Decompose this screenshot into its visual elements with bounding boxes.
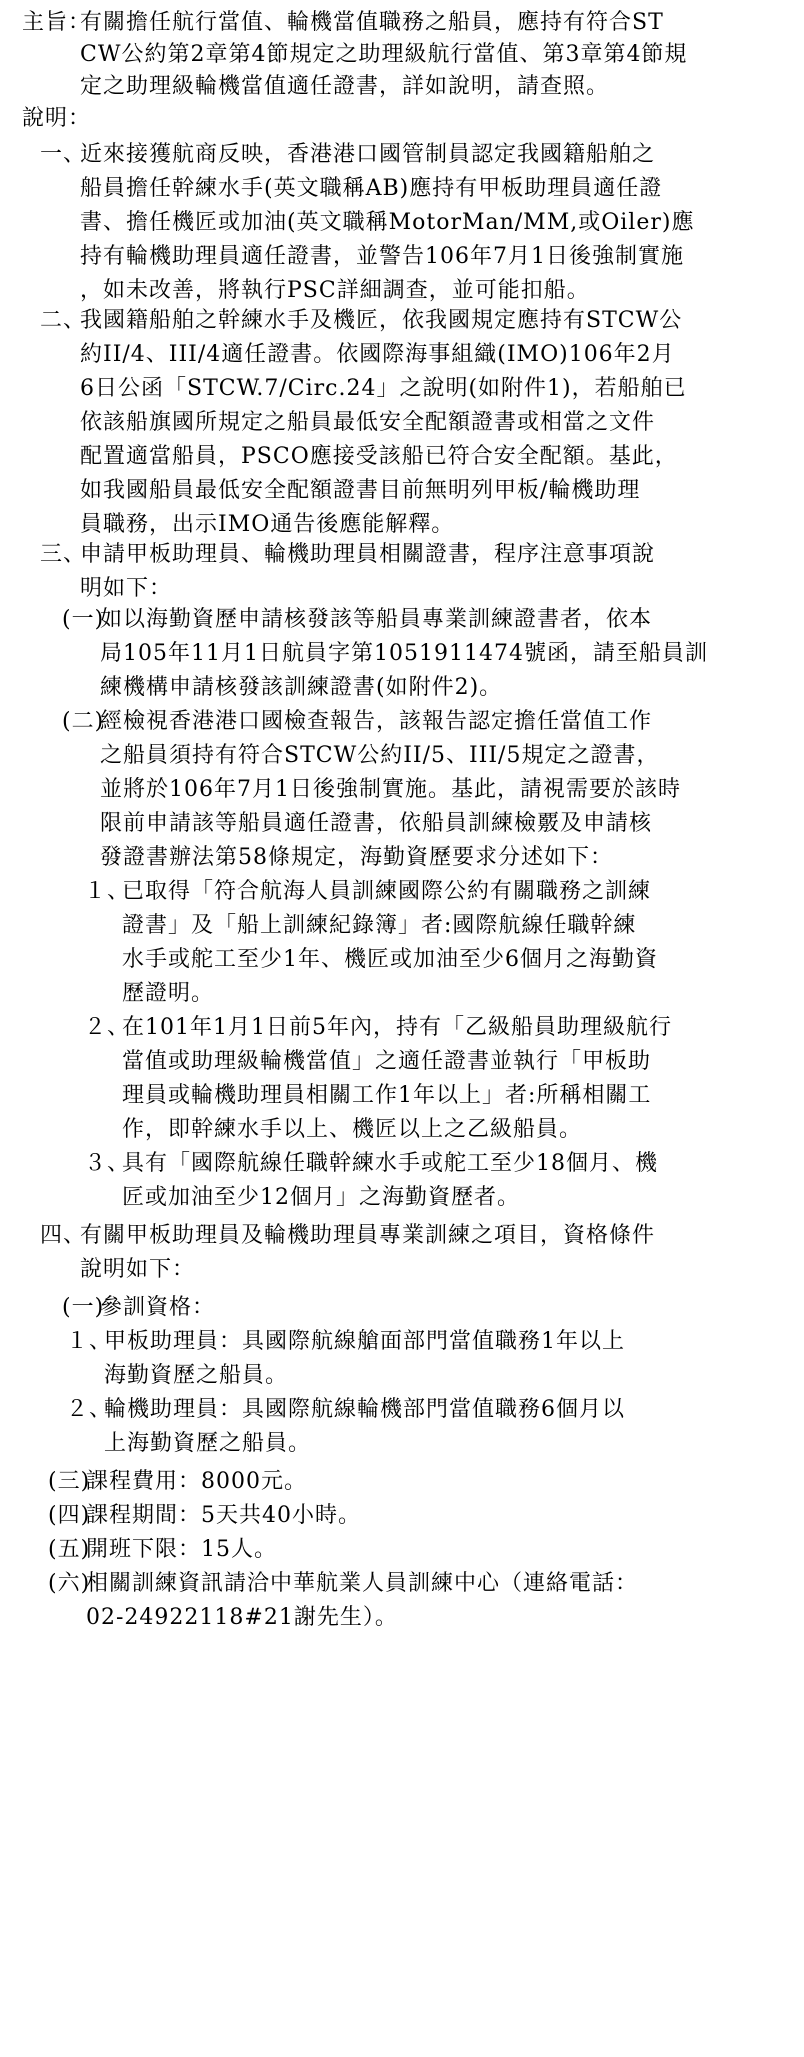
section-4-marker: 四、: [40, 1223, 87, 1248]
item-4-1-marker: (一): [62, 1295, 105, 1320]
subitem-3-2-1-marker: １、: [84, 879, 131, 904]
subitem-3-2-1-line: 證書」及「船上訓練紀錄簿」者:國際航線任職幹練: [122, 913, 637, 938]
subitem-4-1-1-line: 海勤資歷之船員。: [104, 1363, 289, 1388]
subitem-4-1-2-line: 輪機助理員：具國際航線輪機部門當值職務6個月以: [104, 1397, 625, 1422]
subitem-4-1-2-line: 上海勤資歷之船員。: [104, 1431, 312, 1456]
section-4-line: 說明如下：: [80, 1257, 196, 1282]
subject-line: CW公約第2章第4節規定之助理級航行當值、第3章第4節規: [80, 42, 688, 67]
item-3-1-line: 練機構申請核發該訓練證書(如附件2)。: [100, 675, 503, 700]
subitem-3-2-1-line: 歷證明。: [122, 981, 215, 1006]
item-4-3-line: 課程費用：8000元。: [86, 1469, 307, 1494]
item-3-2-marker: (二): [62, 709, 105, 734]
subitem-4-1-2-marker: ２、: [66, 1397, 113, 1422]
section-2-line: 我國籍船舶之幹練水手及機匠，依我國規定應持有STCW公: [80, 308, 683, 333]
subitem-3-2-2-marker: ２、: [84, 1015, 131, 1040]
section-2-marker: 二、: [40, 308, 87, 333]
section-1-line: 近來接獲航商反映，香港港口國管制員認定我國籍船舶之: [80, 142, 656, 167]
item-4-6-line: 相關訓練資訊請洽中華航業人員訓練中心（連絡電話：: [86, 1571, 639, 1596]
item-3-2-line: 經檢視香港港口國檢查報告，該報告認定擔任當值工作: [100, 709, 653, 734]
section-1-line: 書、擔任機匠或加油(英文職稱MotorMan/MM,或Oiler)應: [80, 210, 695, 235]
item-3-2-line: 之船員須持有符合STCW公約II/5、III/5規定之證書，: [100, 743, 660, 768]
item-4-5-marker: (五): [48, 1537, 91, 1562]
item-3-1-marker: (一): [62, 607, 105, 632]
item-3-1-line: 局105年11月1日航員字第1051911474號函，請至船員訓: [100, 641, 708, 666]
subject-line: 定之助理級輪機當值適任證書，詳如說明，請查照。: [80, 74, 610, 99]
section-4-line: 有關甲板助理員及輪機助理員專業訓練之項目，資格條件: [80, 1223, 656, 1248]
item-4-6-marker: (六): [48, 1571, 91, 1596]
section-1-line: ，如未改善，將執行PSC詳細調查，並可能扣船。: [80, 278, 590, 303]
subitem-3-2-2-line: 理員或輪機助理員相關工作1年以上」者:所稱相關工: [122, 1083, 652, 1108]
explanation-label: 說明：: [22, 106, 92, 131]
subject-line: 有關擔任航行當值、輪機當值職務之船員，應持有符合ST: [80, 10, 664, 35]
section-2-line: 員職務，出示IMO通告後應能解釋。: [80, 512, 455, 537]
section-3-marker: 三、: [40, 542, 87, 567]
section-1-line: 船員擔任幹練水手(英文職稱AB)應持有甲板助理員適任證: [80, 176, 663, 201]
section-3-line: 申請甲板助理員、輪機助理員相關證書，程序注意事項說: [80, 542, 656, 567]
item-3-2-line: 並將於106年7月1日後強制實施。基此，請視需要於該時: [100, 777, 681, 802]
subitem-3-2-2-line: 在101年1月1日前5年內，持有「乙級船員助理級航行: [122, 1015, 672, 1040]
section-2-line: 6日公函「STCW.7/Circ.24」之說明(如附件1)，若船舶已: [80, 376, 687, 401]
item-4-3-marker: (三): [48, 1469, 91, 1494]
subitem-3-2-2-line: 當值或助理級輪機當值」之適任證書並執行「甲板助: [122, 1049, 652, 1074]
section-1-line: 持有輪機助理員適任證書，並警告106年7月1日後強制實施: [80, 244, 684, 269]
subitem-4-1-1-line: 甲板助理員：具國際航線艙面部門當值職務1年以上: [104, 1329, 625, 1354]
item-3-1-line: 如以海勤資歷申請核發該等船員專業訓練證書者，依本: [100, 607, 653, 632]
subitem-3-2-3-marker: ３、: [84, 1151, 131, 1176]
item-4-4-line: 課程期間：5天共40小時。: [86, 1503, 361, 1528]
item-4-4-marker: (四): [48, 1503, 91, 1528]
section-3-line: 明如下：: [80, 576, 173, 601]
item-4-5-line: 開班下限：15人。: [86, 1537, 277, 1562]
subitem-4-1-1-marker: １、: [66, 1329, 113, 1354]
item-3-2-line: 限前申請該等船員適任證書，依船員訓練檢覈及申請核: [100, 811, 653, 836]
item-4-1-line: 參訓資格：: [100, 1295, 216, 1320]
section-2-line: 如我國船員最低安全配額證書目前無明列甲板/輪機助理: [80, 478, 641, 503]
section-2-line: 依該船旗國所規定之船員最低安全配額證書或相當之文件: [80, 410, 656, 435]
section-2-line: 約II/4、III/4適任證書。依國際海事組織(IMO)106年2月: [80, 342, 675, 367]
subitem-3-2-3-line: 匠或加油至少12個月」之海勤資歷者。: [122, 1185, 520, 1210]
subject-label: 主旨：: [22, 10, 92, 35]
subitem-3-2-1-line: 水手或舵工至少1年、機匠或加油至少6個月之海勤資: [122, 947, 658, 972]
section-1-marker: 一、: [40, 142, 87, 167]
subitem-3-2-3-line: 具有「國際航線任職幹練水手或舵工至少18個月、機: [122, 1151, 658, 1176]
subitem-3-2-2-line: 作，即幹練水手以上、機匠以上之乙級船員。: [122, 1117, 583, 1142]
item-3-2-line: 發證書辦法第58條規定，海勤資歷要求分述如下：: [100, 845, 613, 870]
section-2-line: 配置適當船員，PSCO應接受該船已符合安全配額。基此，: [80, 444, 678, 469]
item-4-6-line: 02-24922118#21謝先生）。: [86, 1605, 398, 1630]
subitem-3-2-1-line: 已取得「符合航海人員訓練國際公約有關職務之訓練: [122, 879, 652, 904]
